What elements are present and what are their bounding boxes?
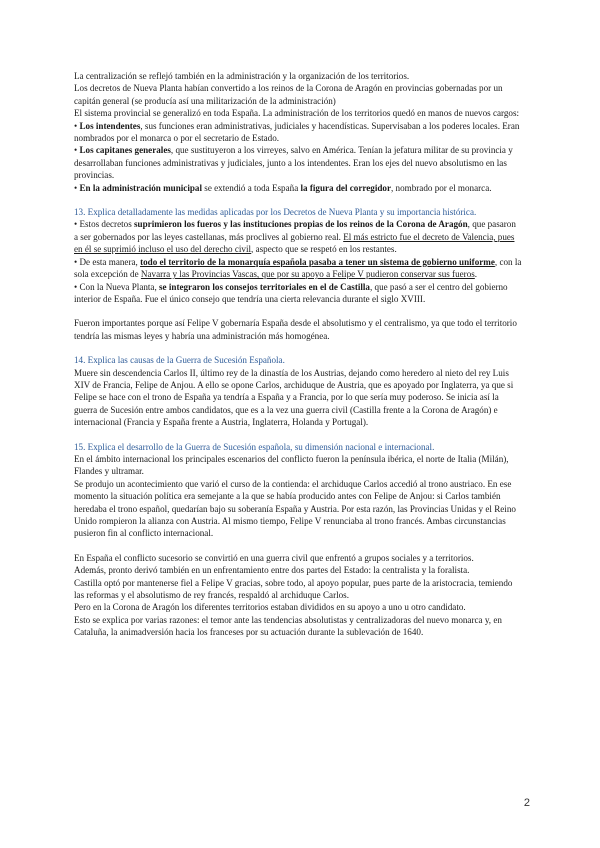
item-text: , nombrado por el monarca. bbox=[391, 182, 492, 193]
intro-line: La centralización se reflejó también en la administración y la organización de los territorios. bbox=[74, 71, 410, 81]
item-text: , que sustituyeron a los virreyes, salvo en América. Tenían la jefatura militar de su provincia y desarrollaban funciones administrativas y judiciales, junto a los intendentes. Eran los ejes del nuevo absolutismo en las provincias. bbox=[74, 145, 513, 181]
bold-underlined-term: todo el territorio de la monarquía española pasaba a tener un sistema de gobierno uniforme bbox=[140, 256, 495, 267]
q15-paragraph: Esto se explica por varias razones: el temor ante las tendencias absolutistas y centralizadoras del nuevo monarca y, en Cataluña, la animadversión hacia los franceses por su actuación durante la sublevación de 1640. bbox=[74, 614, 502, 638]
bold-term: suprimieron los fueros y las instituciones propias de los reinos de la Corona de Aragón bbox=[134, 219, 468, 230]
question-13-section bbox=[74, 206, 522, 342]
q15-paragraph: En España el conflicto sucesorio se convirtió en una guerra civil que enfrentó a grupos sociales y a territorios. bbox=[74, 552, 474, 563]
intendentes-item bbox=[74, 120, 522, 145]
bold-term: la figura del corregidor bbox=[300, 182, 391, 193]
question-13-heading: 13. Explica detalladamente las medidas aplicadas por los Decretos de Nueva Planta y su importancia histórica. bbox=[74, 207, 477, 218]
q15-paragraph: Se produjo un acontecimiento que varió el curso de la contienda: el archiduque Carlos accedió al trono austriaco. En ese momento la situación política era semejante a la que se había producido antes con Felipe de Anjou: si Carlos también heredaba el trono español, quedarían bajo su soberanía España y Austria. Por esta razón, las Provincias Unidas y el Reino Unido rompieron la alianza con Austria. Al mismo tiempo, Felipe V renunciaba al trono francés. Ambas circunstancias pusieron fin al conflicto internacional. bbox=[74, 478, 516, 539]
municipal-item bbox=[74, 182, 522, 194]
question-15-section bbox=[74, 441, 522, 639]
q15-paragraph: Además, pronto derivó también en un enfrentamiento entre dos partes del Estado: la centralista y la foralista. bbox=[74, 565, 470, 576]
bullet: • bbox=[74, 145, 80, 156]
bold-term: Los capitanes generales bbox=[79, 145, 171, 156]
q13-bullet-1 bbox=[74, 218, 522, 255]
item-text: • Estos decretos bbox=[74, 219, 135, 230]
intro-line: Los decretos de Nueva Planta habían convertido a los reinos de la Corona de Aragón en provincias gobernadas por un capitán general (se producía así una militarización de la administración) bbox=[74, 83, 503, 106]
item-text: , que pasaron a ser gobernados por las leyes castellanas, más proclives al gobierno real. bbox=[74, 219, 516, 242]
bold-term: se integraron los consejos territoriales en el de Castilla bbox=[159, 281, 370, 292]
item-text: . bbox=[474, 269, 478, 280]
q15-paragraph: Castilla optó por mantenerse fiel a Felipe V gracias, sobre todo, al apoyo popular, pues parte de la aristocracia, temiendo las reformas y el absolutismo de rey francés, respaldó al archiduque Carlos. bbox=[74, 577, 513, 601]
bold-term: En la administración municipal bbox=[79, 182, 203, 193]
item-text: , que pasó a ser el centro del gobierno interior de España. Fue el único consejo que tendría una cierta relevancia durante el siglo XVIII. bbox=[74, 281, 508, 304]
page-number: 2 bbox=[523, 797, 530, 809]
underlined-text: Navarra y las Provincias Vascas, que por su apoyo a Felipe V pudieron conservar sus fueros bbox=[140, 269, 475, 280]
item-text: , con la sola excepción de bbox=[74, 256, 522, 280]
item-text: • De esta manera, bbox=[74, 256, 141, 267]
q13-bullet-2 bbox=[74, 256, 522, 281]
item-text: • Con la Nueva Planta, bbox=[74, 281, 160, 292]
capitanes-item bbox=[74, 144, 522, 181]
intro-section bbox=[74, 70, 522, 194]
q13-bullet-3 bbox=[74, 281, 522, 306]
q15-paragraph: En el ámbito internacional los principales escenarios del conflicto fueron la península ibérica, el norte de Italia (Milán), Flandes y ultramar. bbox=[74, 453, 509, 477]
question-14-section bbox=[74, 354, 522, 428]
q14-body: Muere sin descendencia Carlos II, último rey de la dinastía de los Austrias, dejando como heredero al nieto del rey Luis XIV de Francia, Felipe de Anjou. A ello se opone Carlos, archiduque de Austria, que es apoyado por Inglaterra, ya que si Felipe se hace con el trono de España ya tendría a España y a Francia, por lo que sería muy poderoso. Se inicia así la guerra de Sucesión entre ambos candidatos, que es a la vez una guerra civil (Castilla frente a la Corona de Aragón) e internacional (Francia y España frente a Austria, Inglaterra, Holanda y Portugal). bbox=[74, 367, 514, 428]
bold-term: Los intendentes bbox=[79, 120, 141, 131]
q15-paragraph: Pero en la Corona de Aragón los diferentes territorios estaban divididos en su apoyo a uno u otro candidato. bbox=[74, 602, 466, 613]
item-text: , aspecto que se respetó en los restantes. bbox=[251, 244, 397, 255]
q13-conclusion: Fueron importantes porque así Felipe V gobernaría España desde el absolutismo y el centralismo, ya que todo el territorio tendría las mismas leyes y habría una administración más homogénea. bbox=[74, 318, 517, 341]
bullet: • bbox=[74, 120, 80, 131]
item-text: se extendió a toda España bbox=[202, 182, 301, 193]
question-15-heading: 15. Explica el desarrollo de la Guerra de Sucesión española, su dimensión nacional e internacional. bbox=[74, 441, 435, 452]
question-14-heading: 14. Explica las causas de la Guerra de Sucesión Española. bbox=[74, 355, 285, 366]
intro-line: El sistema provincial se generalizó en toda España. La administración de los territorios quedó en manos de nuevos cargos: bbox=[74, 108, 520, 119]
underlined-text: El más estricto fue el decreto de Valencia, pues en él se suprimió incluso el uso del derecho civil bbox=[74, 231, 515, 255]
bullet: • bbox=[74, 182, 80, 193]
item-text: , sus funciones eran administrativas, judiciales y hacendísticas. Supervisaban a los poderes locales. Eran nombrados por el monarca o por el secretario de Estado. bbox=[74, 120, 520, 144]
